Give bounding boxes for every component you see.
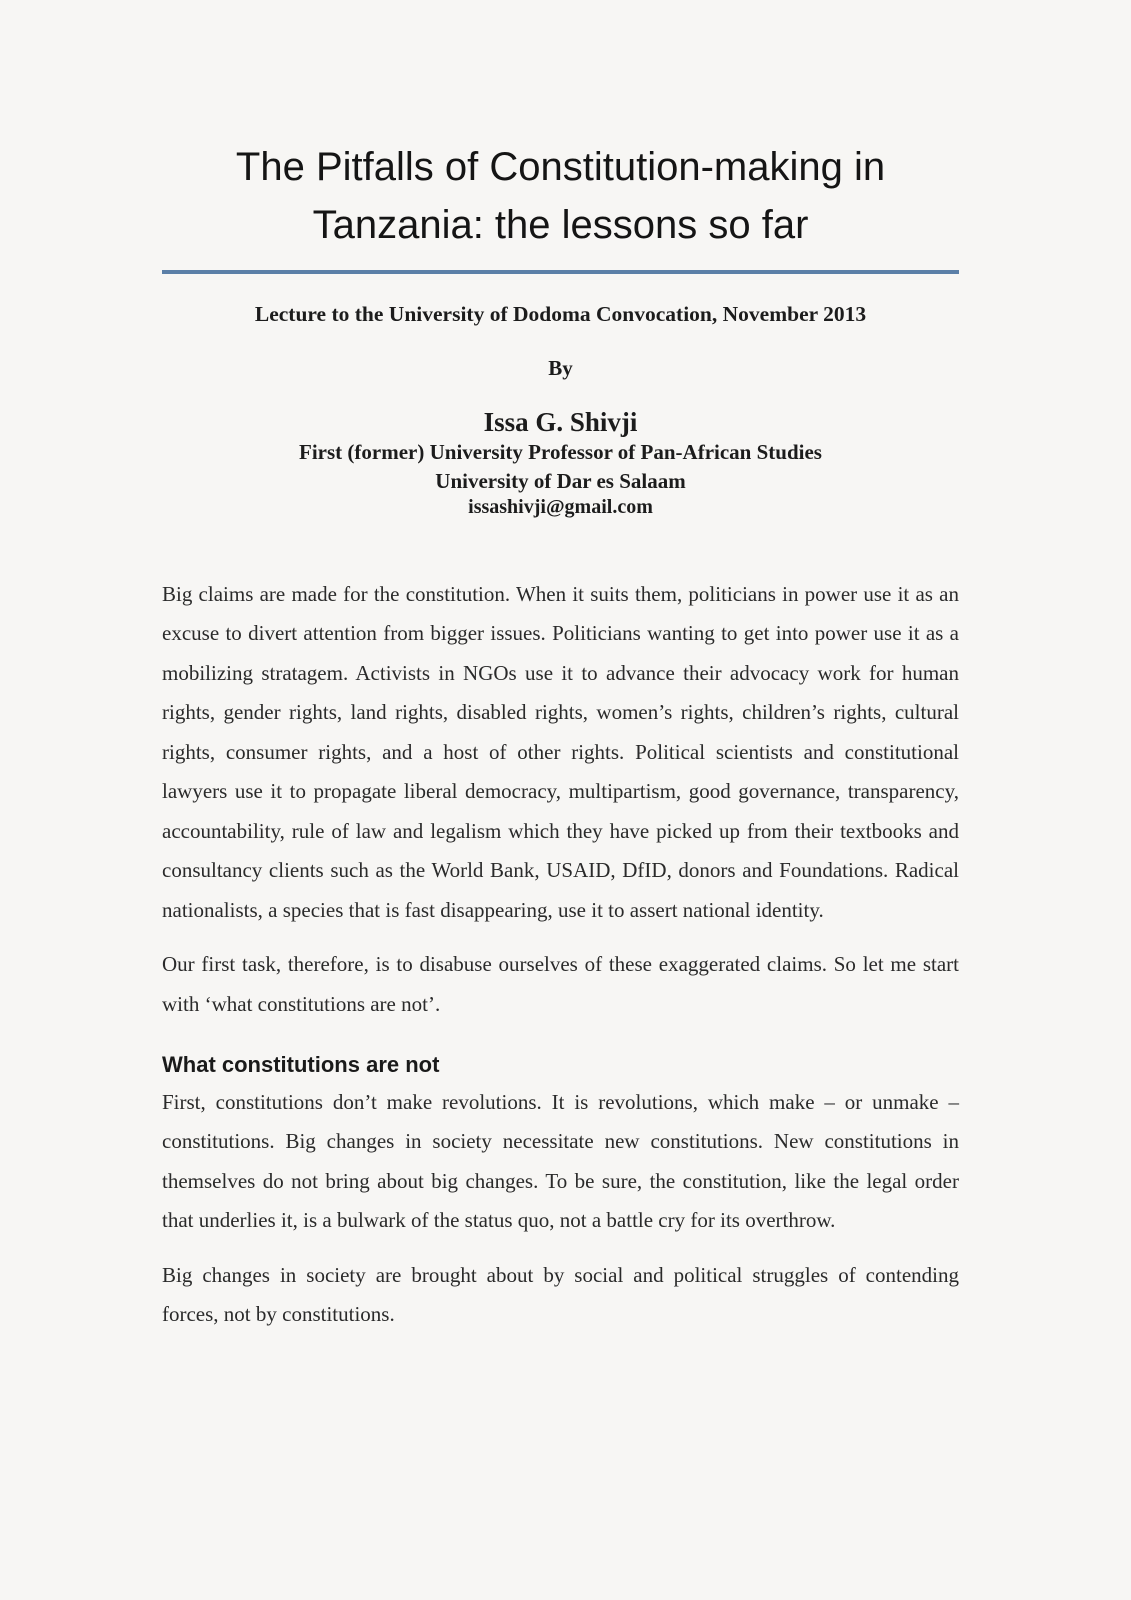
body-paragraph: Big claims are made for the constitution. When it suits them, politicians in power use it as an excuse to divert attention from bigger issues. Politicians wanting to get into power use it as a mobilizing stratagem. Activists in NGOs use it to advance their advocacy work for human rights, gender rights, land rights, disabled rights, women’s rights, children’s rights, cultural rights, consumer rights, and a host of other rights. Political scientists and constitutional lawyers use it to propagate liberal democracy, multipartism, good governance, transparency, accountability, rule of law and legalism which they have picked up from their textbooks and consultancy clients such as the World Bank, USAID, DfID, donors and Foundations. Radical nationalists, a species that is fast disappearing, use it to assert national identity. (162, 581, 959, 922)
body-text (162, 575, 959, 1335)
body-paragraph: First, constitutions don’t make revolutions. It is revolutions, which make – or unmake – constitutions. Big changes in society necessitate new constitutions. New constitutions in themselves do not bring about big changes. To be sure, the constitution, like the legal order that underlies it, is a bulwark of the status quo, not a battle cry for its overthrow. (162, 1089, 959, 1233)
author-name: Issa G. Shivji (483, 407, 638, 437)
author-role: First (former) University Professor of Pan-African Studies (299, 440, 822, 464)
author-email: issashivji@gmail.com (468, 495, 653, 518)
author-institution: University of Dar es Salaam (435, 468, 686, 493)
byline: By (548, 356, 573, 380)
section-heading: What constitutions are not (162, 1052, 440, 1078)
body-paragraph: Our first task, therefore, is to disabuse ourselves of these exaggerated claims. So let me start with ‘what constitutions are not’. (162, 952, 959, 1016)
page-content (162, 0, 959, 1350)
body-paragraph: Big changes in society are brought about by social and political struggles of contending forces, not by constitutions. (162, 1262, 959, 1327)
page-title: The Pitfalls of Constitution-making in Tanzania: the lessons so far (162, 138, 959, 274)
lecture-subtitle: Lecture to the University of Dodoma Convocation, November 2013 (254, 302, 867, 326)
